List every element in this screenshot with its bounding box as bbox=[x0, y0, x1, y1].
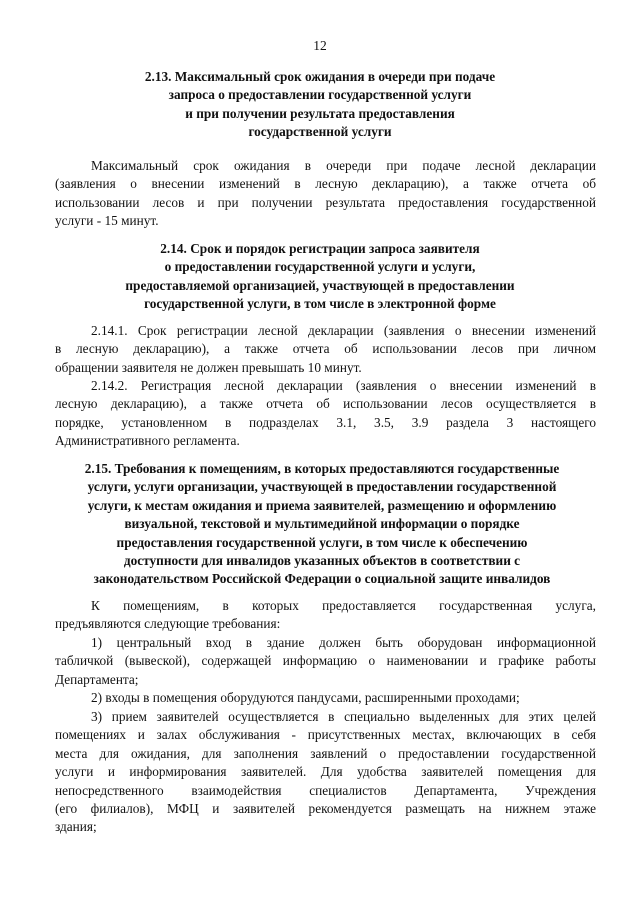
heading-line: запроса о предоставлении государственной услуги bbox=[168, 87, 472, 103]
heading-line: услуги, к местам ожидания и приема заявителей, размещению и оформлению bbox=[87, 497, 557, 513]
body-line: порядке, установленном в подразделах 3.1, 3.5, 3.9 раздела 3 настоящего bbox=[55, 414, 596, 430]
heading-line: 2.15. Требования к помещениям, в которых предоставляются государственные bbox=[84, 461, 560, 476]
body-line: 1) центральный вход в здание должен быть оборудован информационной bbox=[91, 635, 596, 650]
section-2-14-heading bbox=[50, 240, 590, 314]
body-line: Максимальный срок ожидания в очереди при подаче лесной декларации bbox=[91, 158, 596, 173]
heading-line: государственной услуги, в том числе в электронной форме bbox=[144, 296, 496, 312]
body-line: К помещениям, в которых предоставляется государственная услуга, bbox=[91, 598, 596, 613]
page-number: 12 bbox=[313, 38, 327, 53]
heading-line: о предоставлении государственной услуги и услуги, bbox=[164, 259, 476, 275]
body-line: места для ожидания, для заполнения заявлений о предоставлении государственной bbox=[55, 745, 596, 761]
heading-line: предоставляемой организацией, участвующей в предоставлении bbox=[125, 277, 515, 293]
heading-line: государственной услуги bbox=[248, 124, 392, 140]
heading-line: предоставления государственной услуги, в том числе к обеспечению bbox=[116, 534, 528, 550]
body-line: помещениях и залах обслуживания - присутственных местах, включающих в себя bbox=[55, 727, 596, 743]
body-line: табличкой (вывеской), содержащей информацию о наименовании и графике работы bbox=[55, 653, 596, 669]
body-line: лесную декларацию), а также отчета об использовании лесов осуществляется в bbox=[55, 396, 596, 412]
body-line: 3) прием заявителей осуществляется в специально выделенных для этих целей bbox=[91, 709, 596, 724]
requirement-item-1 bbox=[55, 634, 596, 689]
body-line: Департамента; bbox=[55, 671, 139, 687]
body-line: (заявления о внесении изменений в лесную декларацию), а также отчета об bbox=[55, 176, 596, 192]
heading-line: услуги, услуги организации, участвующей в предоставлении государственной bbox=[87, 479, 557, 495]
paragraph-2-14-2 bbox=[55, 377, 596, 451]
body-line: (его филиалов), МФЦ и заявителей рекомендуется размещать на нижнем этаже bbox=[55, 801, 596, 817]
section-2-15-heading bbox=[48, 460, 596, 589]
section-2-13-heading bbox=[50, 68, 590, 142]
heading-line: 2.13. Максимальный срок ожидания в очереди при подаче bbox=[144, 69, 496, 84]
section-2-13-body bbox=[55, 157, 596, 231]
section-2-15-intro bbox=[55, 597, 596, 634]
body-line: использовании лесов и при получении результата предоставления государственной bbox=[55, 194, 596, 210]
heading-line: законодательством Российской Федерации о социальной защите инвалидов bbox=[93, 571, 551, 587]
heading-line: доступности для инвалидов указанных объектов в соответствии с bbox=[123, 553, 521, 569]
requirement-item-3 bbox=[55, 708, 596, 837]
body-line: 2) входы в помещения оборудуются пандусами, расширенными проходами; bbox=[91, 690, 520, 705]
paragraph-2-14-1 bbox=[55, 322, 596, 377]
heading-line: и при получении результата предоставления bbox=[185, 105, 455, 121]
body-line: 2.14.1. Срок регистрации лесной декларации (заявления о внесении изменений bbox=[91, 323, 596, 338]
requirement-item-2 bbox=[55, 689, 596, 707]
body-line: 2.14.2. Регистрация лесной декларации (заявления о внесении изменений в bbox=[91, 378, 596, 393]
body-line: услуги - 15 минут. bbox=[55, 213, 159, 229]
body-line: Административного регламента. bbox=[55, 433, 240, 449]
body-line: здания; bbox=[55, 819, 97, 835]
body-line: предъявляются следующие требования: bbox=[55, 616, 281, 632]
heading-line: 2.14. Срок и порядок регистрации запроса заявителя bbox=[160, 241, 480, 256]
heading-line: визуальной, текстовой и мультимедийной информации о порядке bbox=[124, 516, 520, 532]
body-line: услуги и информирования заявителей. Для удобства заявителей помещения для bbox=[55, 764, 596, 780]
body-line: в лесную декларацию), а также отчета об использовании лесов при личном bbox=[55, 341, 596, 357]
body-line: обращении заявителя не должен превышать 10 минут. bbox=[55, 359, 362, 375]
body-line: непосредственного взаимодействия специалистов Департамента, Учреждения bbox=[55, 782, 596, 798]
